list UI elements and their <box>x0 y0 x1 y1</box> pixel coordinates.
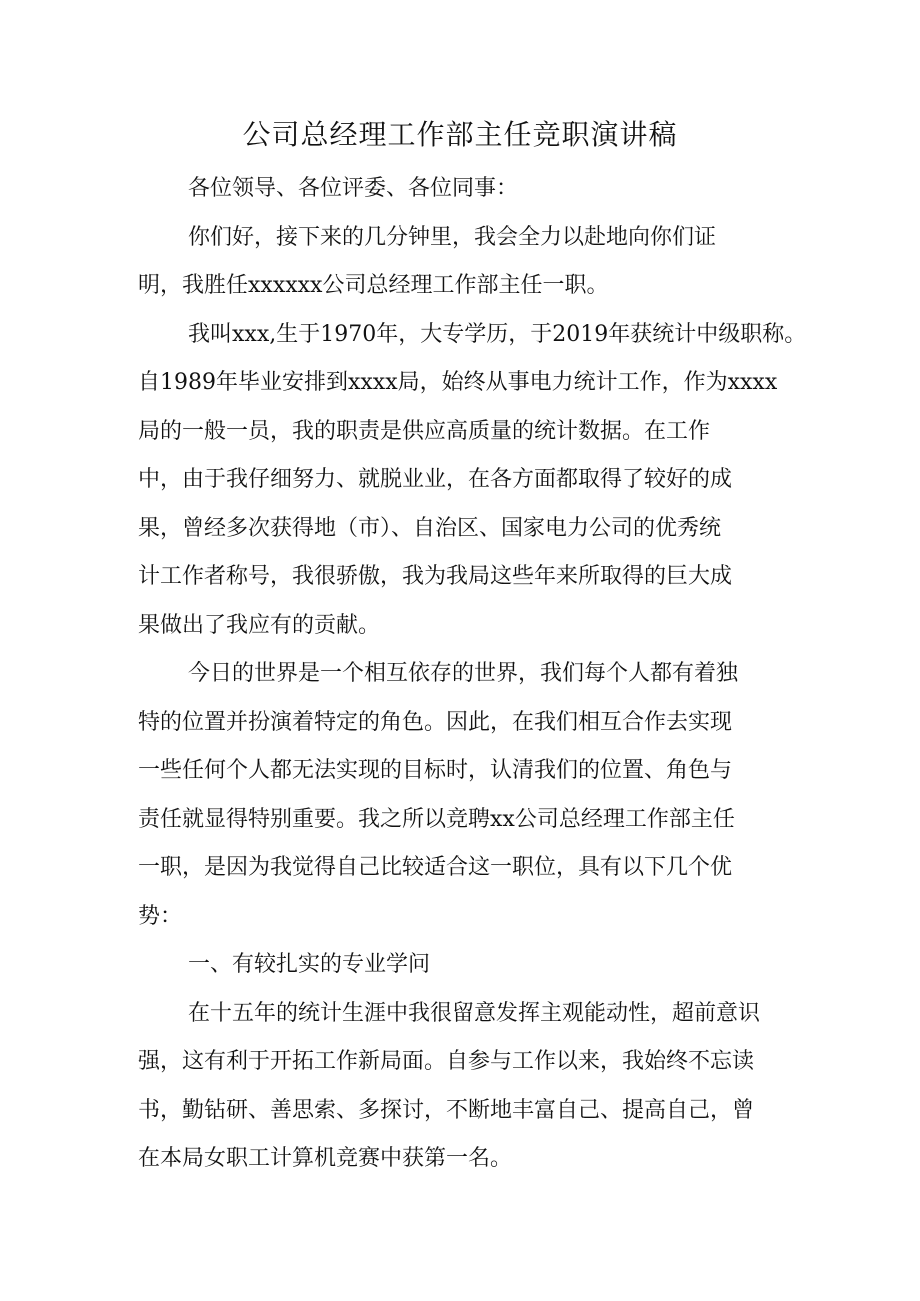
paragraph-line: 在十五年的统计生涯中我很留意发挥主观能动性，超前意识 <box>188 1000 761 1026</box>
paragraph-line: 局的一般一员，我的职责是供应高质量的统计数据。在工作 <box>138 418 711 444</box>
paragraph-line: 特的位置并扮演着特定的角色。因此，在我们相互合作去实现 <box>138 709 733 735</box>
paragraph-line: 在本局女职工计算机竞赛中获第一名。 <box>138 1146 513 1171</box>
paragraph-line: 明，我胜任xxxxxx公司总经理工作部主任一职。 <box>138 273 609 298</box>
paragraph-line: 果做出了我应有的贡献。 <box>138 612 381 638</box>
document-body <box>138 165 807 1184</box>
paragraph-line: 责任就显得特别重要。我之所以竞聘xx公司总经理工作部主任 <box>138 806 735 832</box>
document-title: 公司总经理工作部主任竞职演讲稿 <box>242 118 678 151</box>
paragraph-line: 自1989年毕业安排到xxxx局，始终从事电力统计工作，作为xxxx <box>138 370 778 395</box>
section-heading: 一、有较扎实的专业学问 <box>188 952 431 977</box>
paragraph-line: 今日的世界是一个相互依存的世界，我们每个人都有着独 <box>188 661 739 686</box>
salutation-line: 各位领导、各位评委、各位同事： <box>188 176 519 201</box>
paragraph-line: 强，这有利于开拓工作新局面。自参与工作以来，我始终不忘读 <box>138 1049 755 1074</box>
paragraph-line: 计工作者称号，我很骄傲，我为我局这些年来所取得的巨大成 <box>138 564 733 589</box>
paragraph-line: 势： <box>138 903 183 929</box>
paragraph-line: 一职，是因为我觉得自己比较适合这一职位，具有以下几个优 <box>138 855 733 880</box>
paragraph-line: 一些任何个人都无法实现的目标时，认清我们的位置、角色与 <box>138 758 733 783</box>
paragraph-line: 果，曾经多次获得地（市）、自治区、国家电力公司的优秀统 <box>138 515 722 541</box>
paragraph-line: 你们好，接下来的几分钟里，我会全力以赴地向你们证 <box>188 224 717 250</box>
paragraph-line: 书，勤钻研、善思索、多探讨，不断地丰富自己、提高自己，曾 <box>138 1097 755 1123</box>
paragraph-line: 中，由于我仔细努力、就脱业业，在各方面都取得了较好的成 <box>138 467 733 492</box>
paragraph-line: 我叫xxx,生于1970年，大专学历，于2019年获统计中级职称。 <box>188 321 807 347</box>
